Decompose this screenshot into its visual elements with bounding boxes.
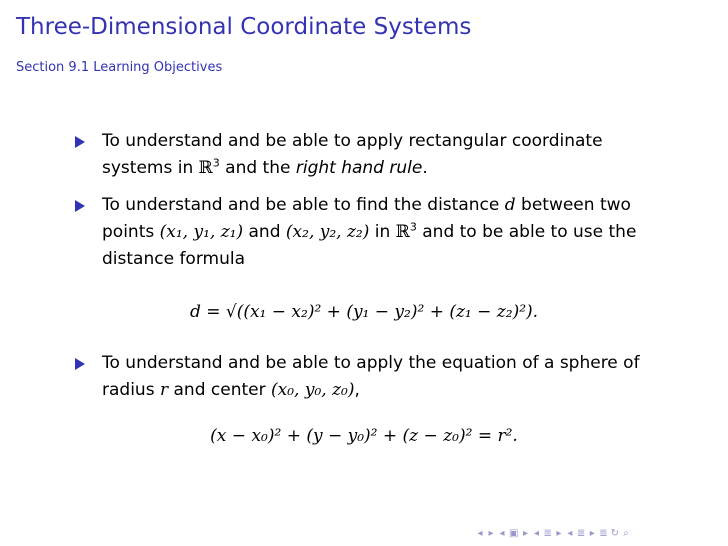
distance-formula-text: d = √((x₁ − x₂)² + (y₁ − y₂)² + (z₁ − z₂)²). <box>189 302 539 322</box>
text-span: between two <box>515 195 631 215</box>
slide-title: Three-Dimensional Coordinate Systems <box>16 14 472 40</box>
text-span: radius <box>102 380 160 400</box>
slide-subtitle: Section 9.1 Learning Objectives <box>16 60 223 75</box>
distance-variable: d <box>504 195 516 215</box>
text-span: To understand and be able to find the distance <box>102 195 505 215</box>
nav-icon[interactable]: ▸ <box>522 527 528 539</box>
nav-icon[interactable]: ≣ <box>543 527 552 539</box>
text-span: and to be able to use the <box>416 222 637 242</box>
nav-icon[interactable]: ◂ <box>499 527 505 539</box>
objective-2-line-2 <box>102 219 682 246</box>
sphere-equation-text: (x − x₀)² + (y − y₀)² + (z − z₀)² = r². <box>210 426 518 446</box>
sphere-center: (x₀, y₀, z₀) <box>271 380 355 400</box>
objective-2-line-3: distance formula <box>102 249 245 269</box>
radius-variable: r <box>159 380 169 400</box>
objective-3-line-2 <box>102 377 682 404</box>
real-space-symbol: ℝ <box>198 158 213 178</box>
nav-icon[interactable]: ◂ <box>567 527 573 539</box>
right-hand-rule-term: right hand rule <box>295 158 423 178</box>
bullet-triangle-icon <box>75 200 85 212</box>
text-span: . <box>422 158 428 178</box>
point-1: (x₁, y₁, z₁) <box>159 222 244 242</box>
objective-1-line-1: To understand and be able to apply rectangular coordinate <box>102 131 603 151</box>
real-space-symbol: ℝ <box>395 222 410 242</box>
objective-1-line-2 <box>102 155 682 182</box>
nav-icon[interactable]: ▸ <box>556 527 562 539</box>
nav-icon[interactable]: ↻ <box>610 527 620 539</box>
sphere-equation <box>0 426 728 446</box>
text-span: systems in <box>102 158 199 178</box>
nav-icon[interactable]: ◂ <box>477 527 483 539</box>
text-span: and the <box>219 158 296 178</box>
point-2: (x₂, y₂, z₂) <box>285 222 370 242</box>
objective-3-line-1: To understand and be able to apply the equation of a sphere of <box>102 353 640 373</box>
bullet-triangle-icon <box>75 358 85 370</box>
nav-icon[interactable]: ⌕ <box>623 527 629 539</box>
text-span: and center <box>168 380 271 400</box>
text-span: , <box>354 380 360 400</box>
nav-icon[interactable]: ◂ <box>533 527 539 539</box>
distance-formula <box>0 302 728 322</box>
beamer-navigation-bar <box>476 526 630 540</box>
bullet-triangle-icon <box>75 136 85 148</box>
space-dimension: 3 <box>409 220 417 234</box>
objective-2-line-1 <box>102 192 682 219</box>
nav-icon[interactable]: ≣ <box>576 527 586 539</box>
space-dimension: 3 <box>212 156 220 170</box>
nav-icon[interactable]: ▸ <box>488 527 494 539</box>
text-span: points <box>102 222 160 242</box>
text-span: in <box>369 222 396 242</box>
nav-icon[interactable]: ▸ <box>589 527 595 539</box>
nav-icon[interactable]: ≣ <box>599 527 608 539</box>
nav-icon[interactable]: ▣ <box>509 527 519 539</box>
text-span: and <box>243 222 286 242</box>
